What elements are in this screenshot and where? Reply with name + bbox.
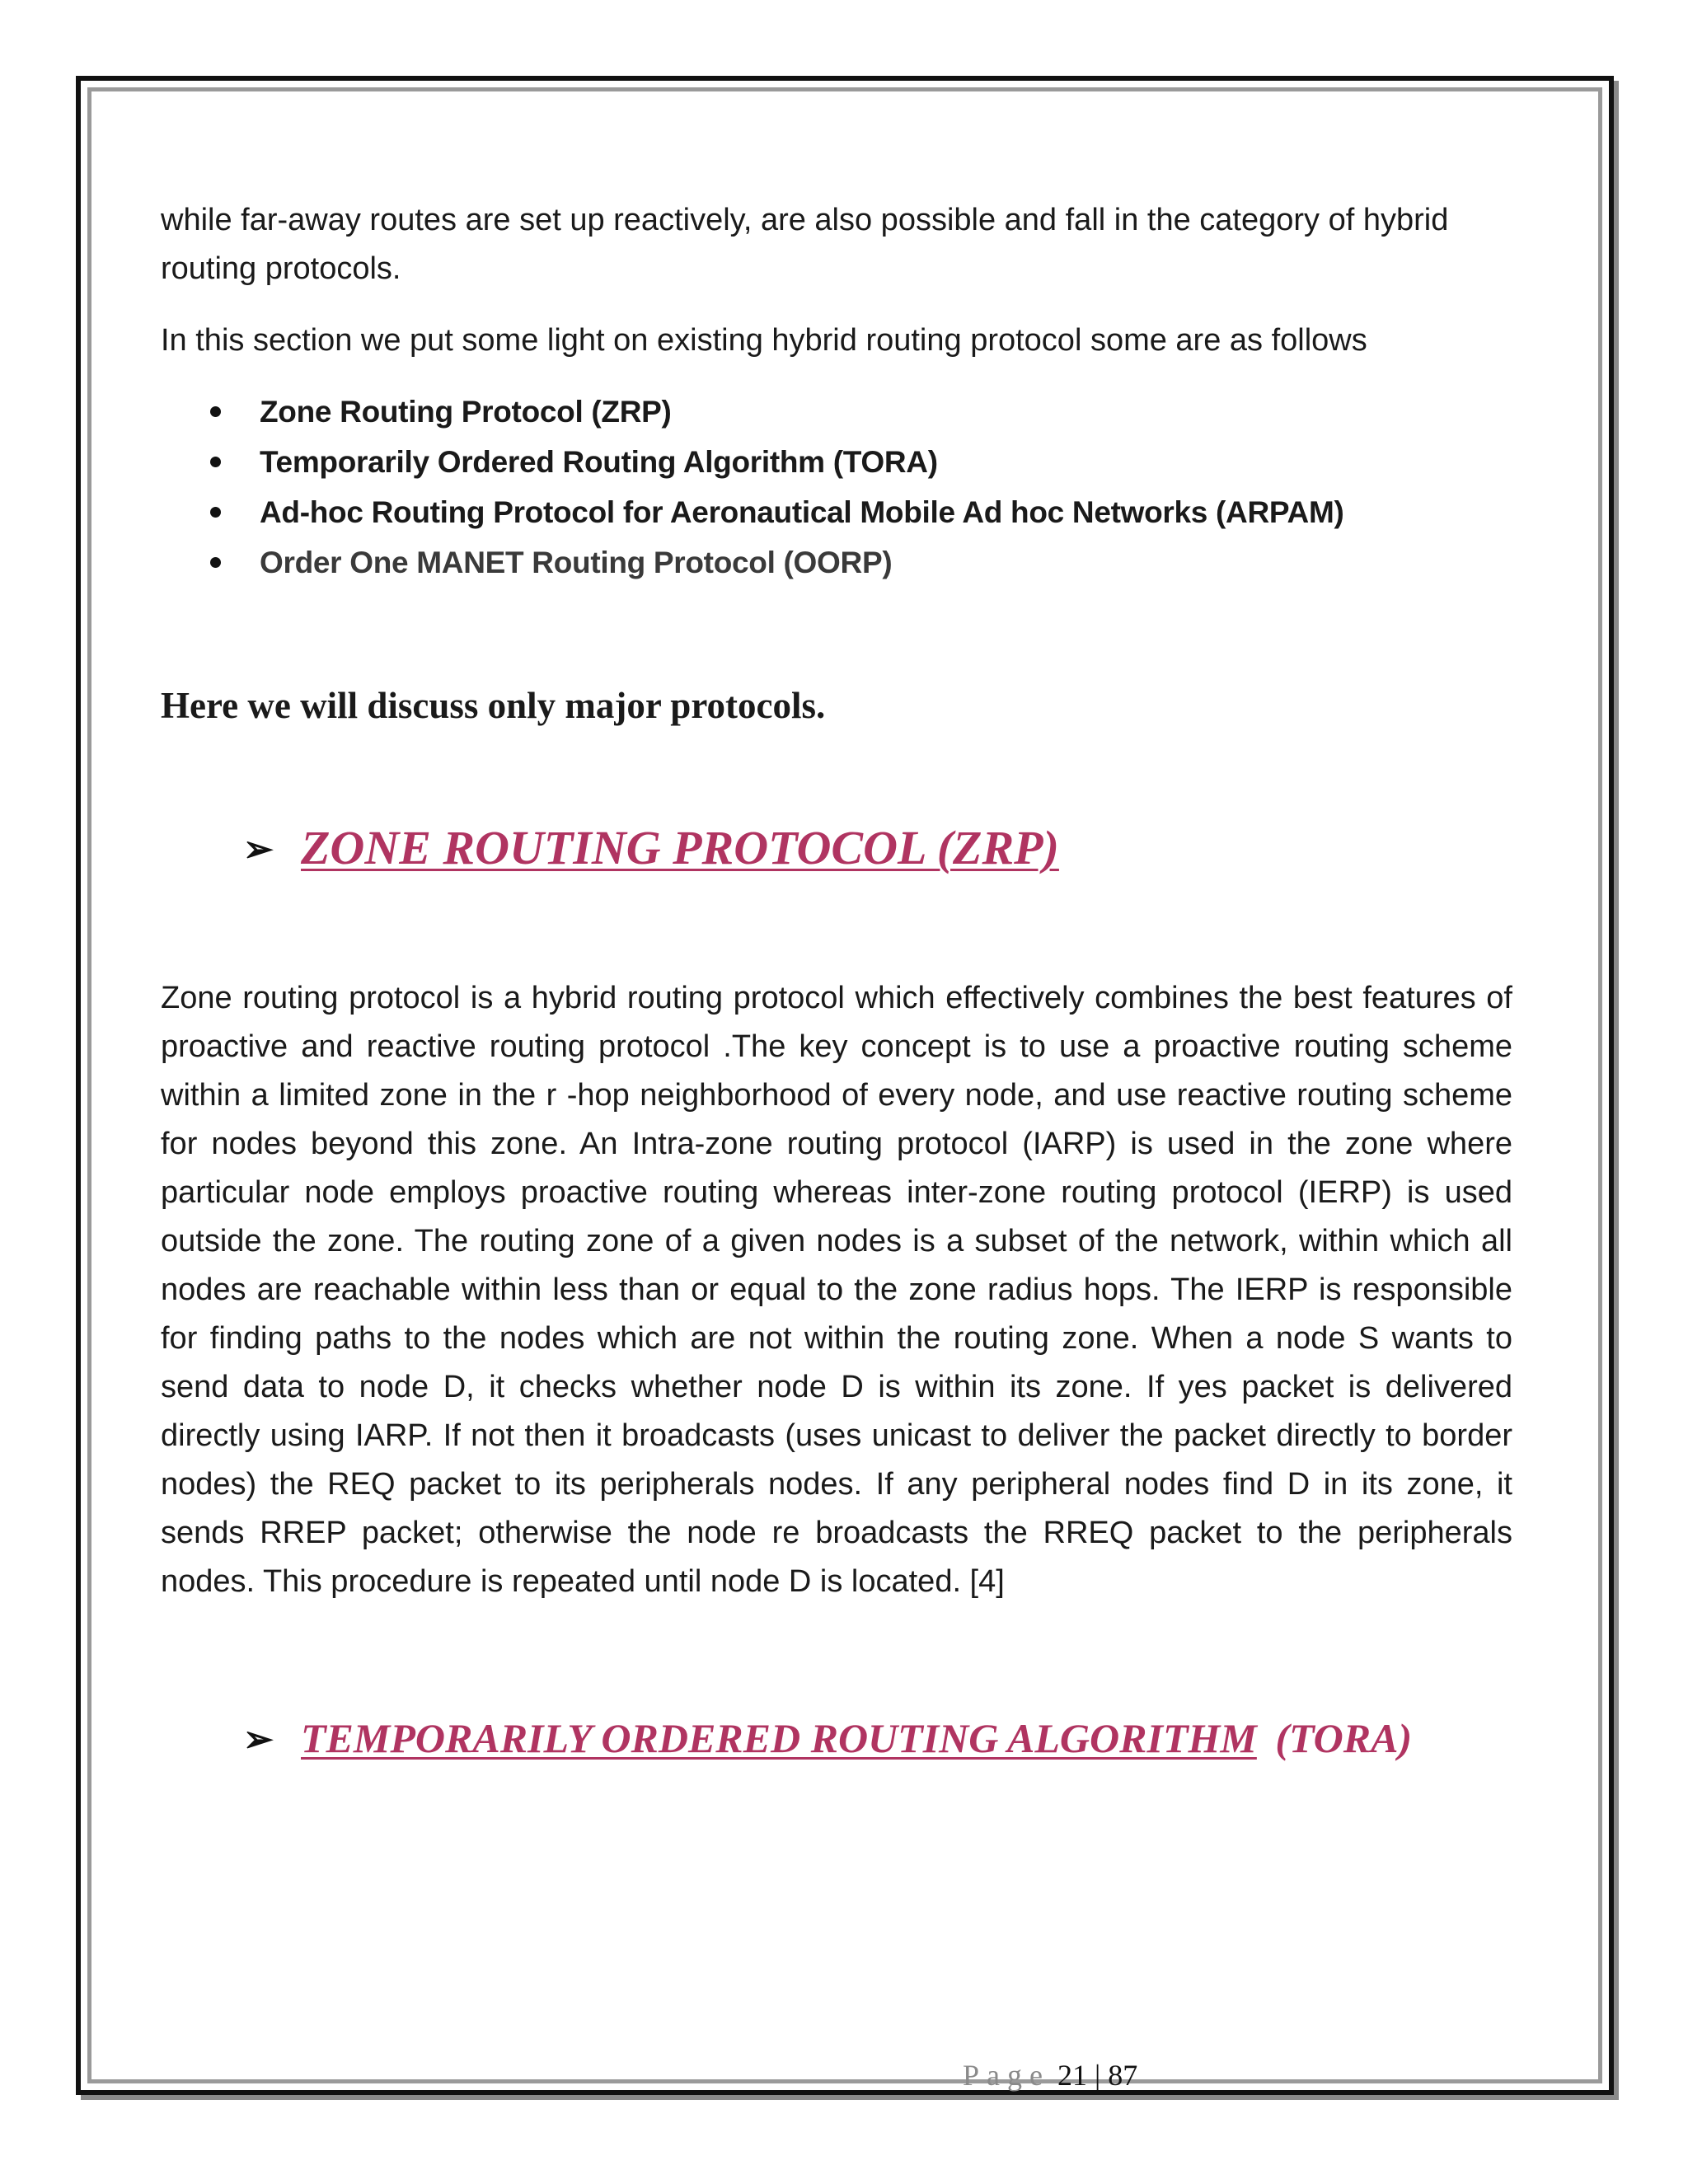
arrow-right-icon: ➢ xyxy=(243,1719,274,1760)
zrp-section-heading xyxy=(161,819,1512,877)
zrp-body: Zone routing protocol is a hybrid routing protocol which effectively combines the best features of proactive and reactive routing protocol .The key concept is to use a proactive routing scheme within a limited zone in the r -hop neighborhood of every node, and use reactive routing scheme for nodes beyond this zone. An Intra-zone routing protocol (IARP) is used in the zone where particular node employs proactive routing whereas inter-zone routing protocol (IERP) is used outside the zone. The routing zone of a given nodes is a subset of the network, within which all nodes are reachable within less than or equal to the zone radius hops. The IERP is responsible for finding paths to the nodes which are not within the routing zone. When a node S wants to send data to node D, it checks whether node D is within its zone. If yes packet is delivered directly using IARP. If not then it broadcasts (uses unicast to deliver the packet directly to border nodes) the REQ packet to its peripherals nodes. If any peripheral nodes find D in its zone, it sends RREP packet; otherwise the node re broadcasts the RREQ packet to the peripherals nodes. This procedure is repeated until node D is located. [4] xyxy=(161,981,1512,1599)
list-item xyxy=(161,537,1512,588)
list-item-text: Ad-hoc Routing Protocol for Aeronautical Mobile Ad hoc Networks (ARPAM) xyxy=(260,495,1344,529)
list-item-text: Temporarily Ordered Routing Algorithm (TORA) xyxy=(260,445,938,479)
bullet-icon xyxy=(210,507,221,518)
page-total: 87 xyxy=(1108,2059,1138,2092)
tora-heading-text: TEMPORARILY ORDERED ROUTING ALGORITHM xyxy=(301,1715,1257,1761)
list-item xyxy=(161,487,1512,537)
intro-continuation: while far-away routes are set up reactively, are also possible and fall in the category of hybrid routing protocols. xyxy=(161,203,1449,286)
page-label: Page xyxy=(963,2059,1050,2092)
list-item xyxy=(161,437,1512,487)
bullet-icon xyxy=(210,557,221,568)
tora-section-heading xyxy=(161,1709,1512,1767)
list-item xyxy=(161,387,1512,437)
page-separator: | xyxy=(1094,2059,1101,2092)
bullet-icon xyxy=(210,457,221,467)
arrow-right-icon: ➢ xyxy=(243,829,274,869)
tora-heading-suffix: (TORA) xyxy=(1275,1715,1413,1761)
list-item-text: Zone Routing Protocol (ZRP) xyxy=(260,395,672,429)
list-item-text: Order One MANET Routing Protocol (OORP) xyxy=(260,546,893,579)
discuss-heading: Here we will discuss only major protocols. xyxy=(161,685,826,726)
intro-lead: In this section we put some light on existing hybrid routing protocol some are as follows xyxy=(161,323,1367,358)
page-content xyxy=(161,196,1512,1767)
page-number: 21 xyxy=(1057,2059,1087,2092)
bullet-icon xyxy=(210,406,221,417)
zrp-heading-text: ZONE ROUTING PROTOCOL (ZRP) xyxy=(301,821,1059,874)
protocol-list xyxy=(161,387,1512,588)
page-footer xyxy=(963,2058,1137,2093)
